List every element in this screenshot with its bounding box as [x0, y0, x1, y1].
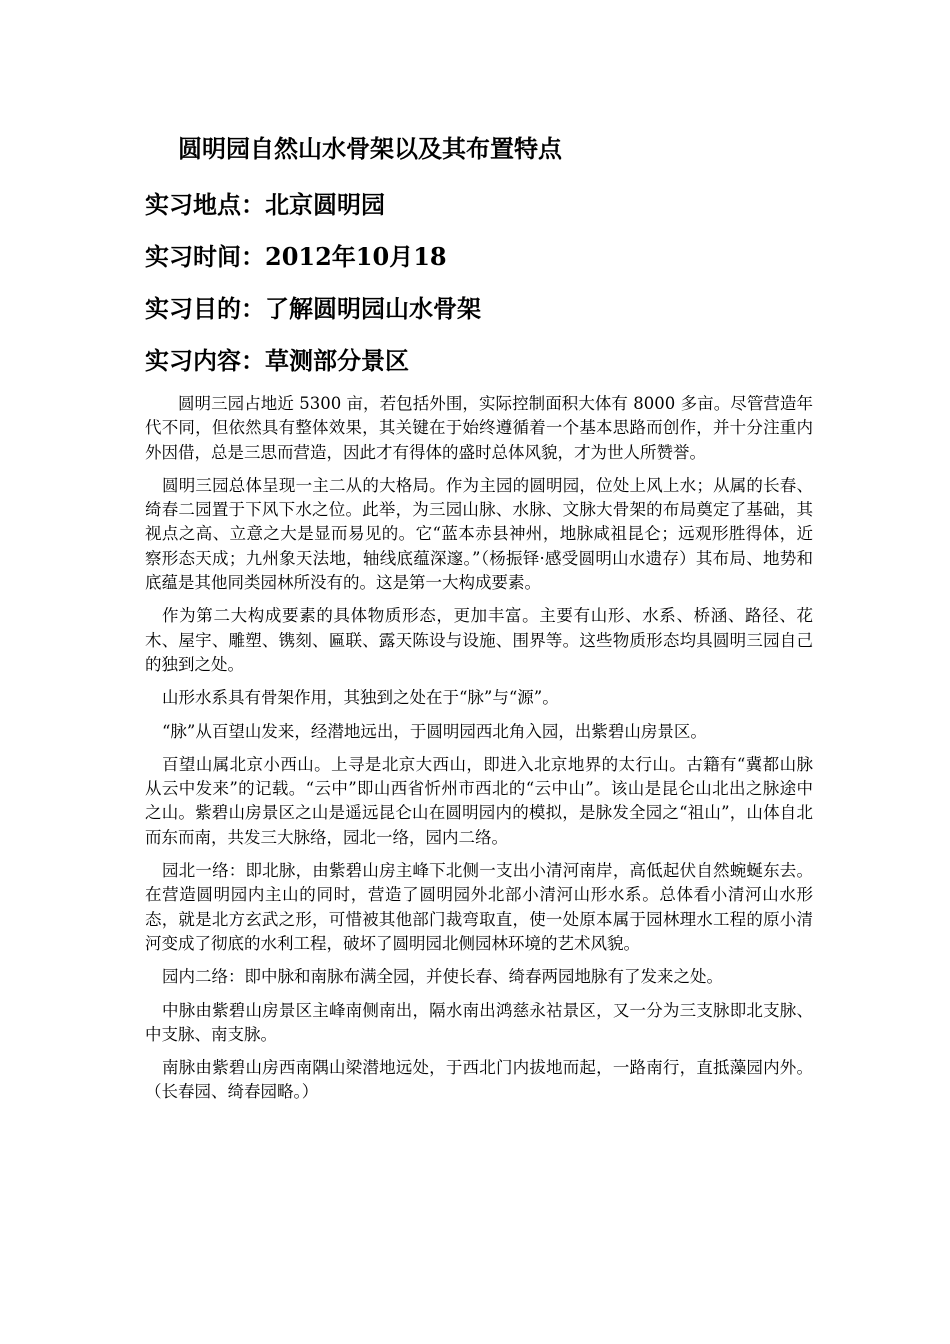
paragraph: 园北一络：即北脉，由紫碧山房主峰下北侧一支出小清河南岸，高低起伏自然蜿蜒东去。在营造圆明园内主山的同时，营造了圆明园外北部小清河山形水系。总体看小清河山水形态，就是北方玄武之形，可惜被其他部门裁弯取直，使一处原本属于园林理水工程的原小清河变成了彻底的水利工程，破坏了圆明园北侧园林环境的艺术风貌。 [145, 861, 813, 953]
meta-purpose-label: 实习目的： [145, 294, 265, 323]
paragraph: 中脉由紫碧山房景区主峰南侧南出，隔水南出鸿慈永祜景区，又一分为三支脉即北支脉、中支脉、南支脉。 [145, 1000, 813, 1044]
paragraph: 作为第二大构成要素的具体物质形态，更加丰富。主要有山形、水系、桥涵、路径、花木、屋宇、雕塑、镌刻、匾联、露天陈设与设施、围界等。这些物质形态均具圆明三园自己的独到之处。 [145, 606, 813, 674]
paragraph: 园内二络：即中脉和南脉布满全园，并使长春、绮春两园地脉有了发来之处。 [162, 967, 723, 987]
document-title: 圆明园自然山水骨架以及其布置特点 [178, 134, 562, 163]
meta-content-value: 草测部分景区 [265, 346, 409, 375]
meta-purpose [145, 292, 813, 326]
document-body [145, 392, 813, 1105]
meta-content [145, 344, 813, 378]
paragraph: 圆明三园总体呈现一主二从的大格局。作为主园的圆明园，位处上风上水；从属的长春、绮春二园置于下风下水之位。此举，为三园山脉、水脉、文脉大骨架的布局奠定了基础，其视点之高、立意之大是显而易见的。它“蓝本赤县神州，地脉咸祖昆仑；远观形胜得体，近察形态天成；九州象天法地，轴线底蕴深邃。”（杨振铎·感受圆明山水遗存）其布局、地势和底蕴是其他同类园林所没有的。这是第一大构成要素。 [145, 475, 813, 593]
meta-content-label: 实习内容： [145, 346, 265, 375]
meta-location-value: 北京圆明园 [265, 190, 385, 219]
document-page [145, 132, 813, 1114]
meta-time-value: 2012年10月18 [265, 242, 447, 271]
paragraph: 南脉由紫碧山房西南隅山梁潜地远处，于西北门内拔地而起，一路南行，直抵藻园内外。（长春园、绮春园略。） [145, 1058, 813, 1102]
meta-time-label: 实习时间： [145, 242, 265, 271]
meta-location-label: 实习地点： [145, 190, 265, 219]
meta-purpose-value: 了解圆明园山水骨架 [265, 294, 481, 323]
meta-location [145, 188, 813, 222]
paragraph: 百望山属北京小西山。上寻是北京大西山，即进入北京地界的太行山。古籍有“冀都山脉从云中发来”的记载。“云中”即山西省忻州市西北的“云中山”。该山是昆仑山北出之脉途中之山。紫碧山房景区之山是遥远昆仑山在圆明园内的模拟，是脉发全园之“祖山”，山体自北而东而南，共发三大脉络，园北一络，园内二络。 [145, 754, 813, 847]
paragraph: 圆明三园占地近 5300 亩，若包括外围，实际控制面积大体有 8000 多亩。尽管营造年代不同，但依然具有整体效果，其关键在于始终遵循着一个基本思路而创作，并十分注重内外因借，总是三思而营造，因此才有得体的盛时总体风貌，才为世人所赞誉。 [145, 394, 813, 462]
meta-time [145, 240, 813, 274]
paragraph: “脉”从百望山发来，经潜地远出，于圆明园西北角入园，出紫碧山房景区。 [162, 721, 707, 741]
paragraph: 山形水系具有骨架作用，其独到之处在于“脉”与“源”。 [162, 688, 559, 708]
